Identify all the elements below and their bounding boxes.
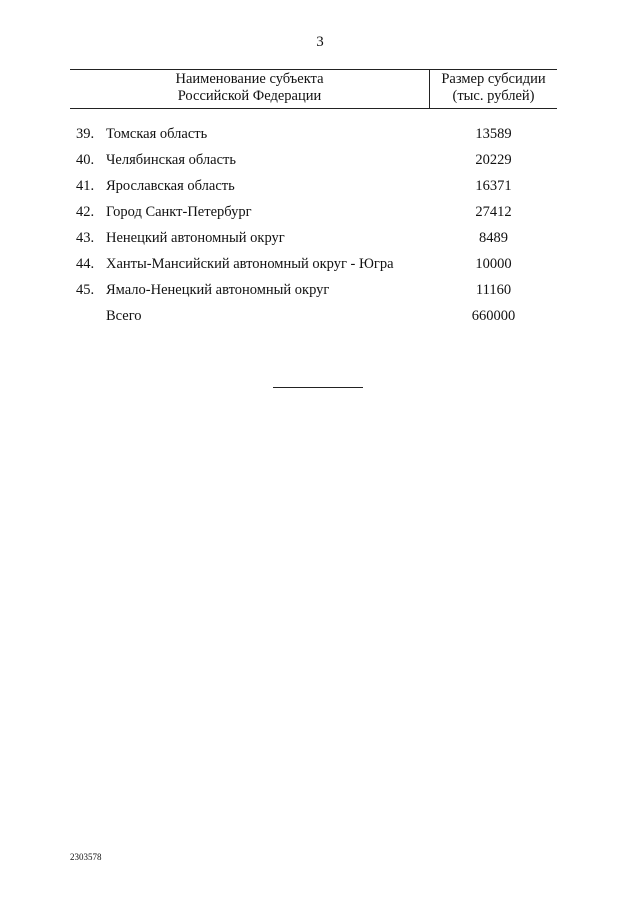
row-number: 43. xyxy=(76,230,95,246)
table-row xyxy=(0,254,640,280)
row-amount: 13589 xyxy=(475,126,512,142)
row-amount: 20229 xyxy=(475,152,512,168)
table-row xyxy=(0,124,640,150)
header-subsidy-amount-line1: Размер субсидии xyxy=(441,71,546,87)
row-subject-name: Ненецкий автономный округ xyxy=(106,230,285,246)
row-number: 44. xyxy=(76,256,95,272)
total-amount: 660000 xyxy=(471,308,516,324)
row-amount: 8489 xyxy=(479,230,508,246)
total-label: Всего xyxy=(106,308,142,324)
row-amount: 11160 xyxy=(475,282,512,298)
table-row xyxy=(0,176,640,202)
row-subject-name: Город Санкт-Петербург xyxy=(106,204,252,220)
row-amount: 10000 xyxy=(475,256,512,272)
row-number: 40. xyxy=(76,152,95,168)
row-number: 39. xyxy=(76,126,95,142)
table-row xyxy=(0,280,640,306)
header-subject-name-line2: Российской Федерации xyxy=(177,88,322,104)
header-subject-name-line1: Наименование субъекта xyxy=(175,71,324,87)
row-number: 42. xyxy=(76,204,95,220)
row-amount: 27412 xyxy=(475,204,512,220)
row-number: 41. xyxy=(76,178,95,194)
end-of-document-rule xyxy=(273,387,363,388)
header-subsidy-amount-line2: (тыс. рублей) xyxy=(452,88,535,104)
row-subject-name: Ямало-Ненецкий автономный округ xyxy=(106,282,330,298)
table-row xyxy=(0,202,640,228)
document-code: 2303578 xyxy=(70,852,102,862)
header-subject-name xyxy=(70,71,429,105)
row-amount: 16371 xyxy=(475,178,512,194)
table-body xyxy=(0,124,640,332)
row-number: 45. xyxy=(76,282,95,298)
table-header xyxy=(70,69,557,109)
table-row xyxy=(0,150,640,176)
header-subsidy-amount xyxy=(430,71,557,105)
total-row xyxy=(0,306,640,332)
table-row xyxy=(0,228,640,254)
row-subject-name: Ярославская область xyxy=(106,178,235,194)
row-subject-name: Томская область xyxy=(106,126,208,142)
row-subject-name: Челябинская область xyxy=(106,152,236,168)
row-subject-name: Ханты-Мансийский автономный округ - Югра xyxy=(106,256,394,272)
page-number: 3 xyxy=(316,34,324,50)
